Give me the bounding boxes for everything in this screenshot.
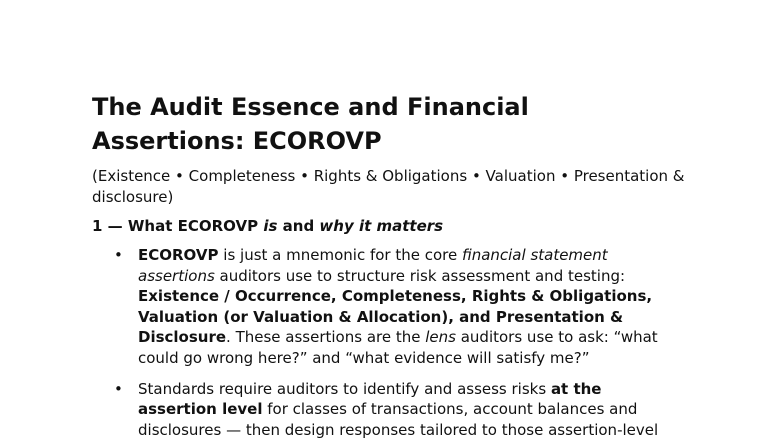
document-title [92,90,692,158]
bullet1-italic-2: lens [425,328,456,347]
bullet1-text-4: auditors use to ask: “what could go wrong here?” and “what evidence will satisfy me?” [138,328,658,367]
bullet-dot-icon: • [114,246,123,264]
bullet2-text-1: Standards require auditors to identify and assess risks [138,379,551,398]
bullet-item-1 [92,245,678,369]
bullet1-assertion-list: Existence / Occurrence, Completeness, Rights & Obligations, Valuation (or Valuation & Allocation), and Presentation & Disclosure [138,287,653,347]
bullet-dot-icon: • [114,379,123,398]
bullet-list [92,245,692,440]
bullet1-text-2: auditors use to structure risk assessment and testing: [214,266,626,285]
section-heading-is: is [263,217,278,235]
bullet1-term: ECOROVP [138,246,219,264]
title-line-2: Assertions: ECOROVP [92,127,382,155]
bullet1-text-1: is just a mnemonic for the core [218,246,462,264]
assertions-subtitle: (Existence • Completeness • Rights & Obligations • Valuation • Presentation & disclosure) [92,167,685,206]
title-line-1: The Audit Essence and Financial [92,93,529,121]
section-heading-1 [92,216,692,237]
bullet1-text-3: . These assertions are the [226,328,426,347]
section-heading-prefix: 1 — What ECOROVP [92,217,264,235]
section-heading-and: and [277,217,320,235]
bullet1-italic-1: financial statement assertions [138,246,608,285]
document-page [92,90,692,441]
bullet2-bold-1: at the assertion level [138,379,602,419]
bullet-item-2 [92,379,678,441]
bullet2-text-2: for classes of transactions, account balances and disclosures — then design responses tailored to those assertion-level [138,400,659,439]
section-heading-why: why it matters [319,217,444,235]
